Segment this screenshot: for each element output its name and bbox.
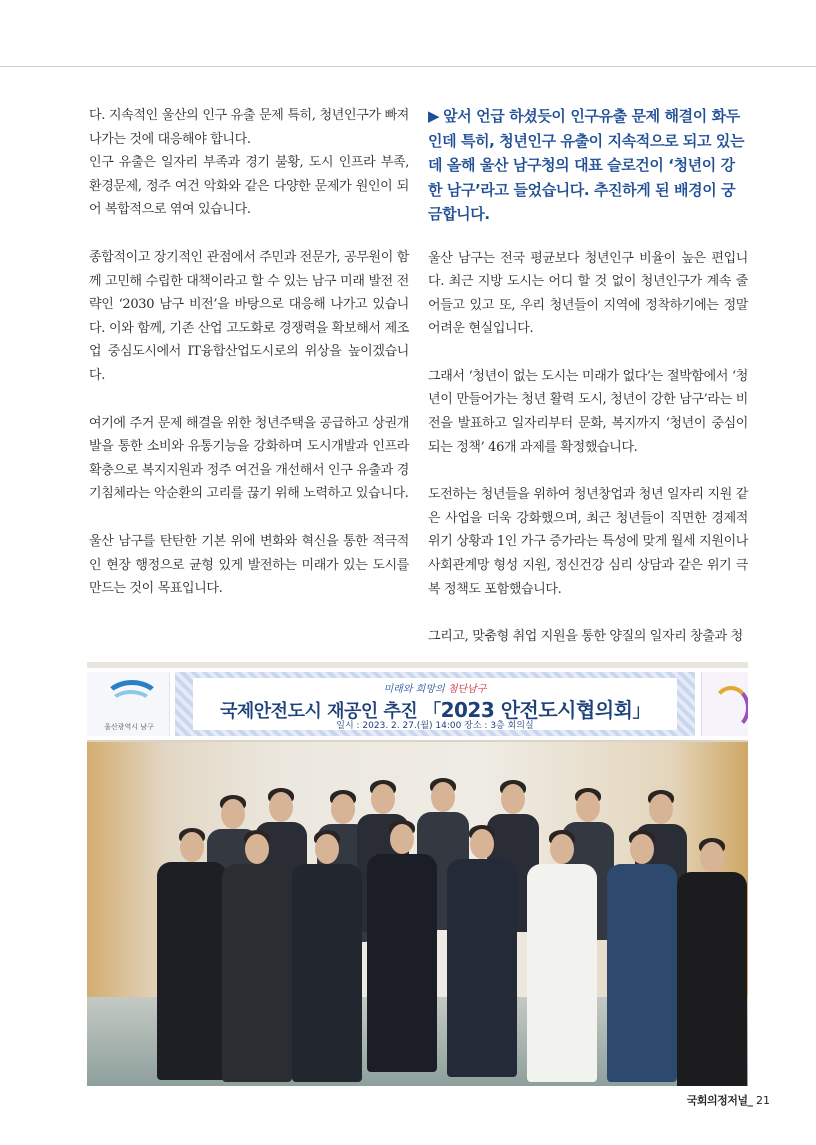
person-silhouette <box>292 832 362 1082</box>
person-silhouette <box>157 830 227 1080</box>
person-silhouette <box>527 832 597 1082</box>
emblem-icon <box>712 686 748 730</box>
left-paragraph-2: 인구 유출은 일자리 부족과 경기 불황, 도시 인프라 부족, 환경문제, 정주 여건 악화와 같은 다양한 문제가 원인이 되어 복합적으로 엮여 있습니다. <box>89 155 409 218</box>
person-silhouette <box>367 822 437 1072</box>
left-column <box>89 104 409 601</box>
triangle-marker-icon: ▶ <box>428 107 440 125</box>
top-rule <box>0 66 816 67</box>
right-paragraph-3: 도전하는 청년들을 위하여 청년창업과 청년 일자리 지원 같은 사업을 더욱 강화했으며, 최근 청년들이 직면한 경제적 위기 상황과 1인 가구 증가라는 특성에 맞게 월세 지원이나 사회관계망 형성 지원, 정신건강 심리 상담과 같은 위기 극복 정책도 포함했습니다. <box>428 487 748 597</box>
footer-brand: 국회의정저널_ <box>686 1094 753 1107</box>
district-logo <box>87 672 170 736</box>
right-paragraph-1: 울산 남구는 전국 평균보다 청년인구 비율이 높은 편입니다. 최근 지방 도시는 어디 할 것 없이 청년인구가 계속 줄어들고 있고 또, 우리 청년들이 지역에 정착하기에는 정말 어려운 현실입니다. <box>428 250 748 337</box>
person-silhouette <box>607 832 677 1082</box>
logo-text: 울산광역시 남구 <box>104 723 154 731</box>
banner-subtitle: 일시 : 2023. 2. 27.(월) 14:00 장소 : 3층 회의실 <box>336 721 534 731</box>
left-paragraph-5: 울산 남구를 탄탄한 기본 위에 변화와 혁신을 통한 적극적인 현장 행정으로 균형 있게 발전하는 미래가 있는 도시를 만드는 것이 목표입니다. <box>89 533 409 597</box>
person-silhouette <box>222 832 292 1082</box>
interview-question <box>428 104 748 227</box>
page-footer <box>660 1092 770 1108</box>
page-number: 21 <box>756 1094 770 1107</box>
left-paragraph-4: 여기에 주거 문제 해결을 위한 청년주택을 공급하고 상권개발을 통한 소비와 유통기능을 강화하며 도시개발과 인프라 확충으로 복지지원과 정주 여건을 개선해서 인구 유출과 경기침체라는 악순환의 고리를 끊기 위해 노력하고 있습니다. <box>89 415 409 502</box>
event-banner <box>87 668 748 740</box>
right-paragraph-4: 그리고, 맞춤형 취업 지원을 통한 양질의 일자리 창출과 청 <box>428 629 743 645</box>
group-photo <box>87 662 748 1086</box>
left-paragraph-3: 종합적이고 장기적인 관점에서 주민과 전문가, 공무원이 함께 고민해 수립한 대책이라고 할 수 있는 남구 미래 발전 전략인 ‘2030 남구 비전’을 바탕으로 대응해 나가고 있습니다. 이와 함께, 기존 산업 고도화로 경쟁력을 확보해서 제조업 중심도시에서 IT융합산업도시로의 위상을 높이겠습니다. <box>89 249 409 383</box>
banner-title: 국제안전도시 재공인 추진 「2023 안전도시협의회」 <box>220 698 650 722</box>
person-silhouette <box>447 827 517 1077</box>
question-text: 앞서 언급 하셨듯이 인구유출 문제 해결이 화두인데 특히, 청년인구 유출이 지속적으로 되고 있는데 올해 울산 남구청의 대표 슬로건이 ‘청년이 강한 남구’라고 들었습니다. 추진하게 된 배경이 궁금합니다. <box>428 107 745 223</box>
person-silhouette <box>677 840 747 1086</box>
right-paragraph-2: 그래서 ‘청년이 없는 도시는 미래가 없다’는 절박함에서 ‘청년이 만들어가는 청년 활력 도시, 청년이 강한 남구’라는 비전을 발표하고 일자리부터 문화, 복지까지 ‘청년이 중심이 되는 정책’ 46개 과제를 확정했습니다. <box>428 368 748 455</box>
left-paragraph-1: 다. 지속적인 울산의 인구 유출 문제 특히, 청년인구가 빠져나가는 것에 대응해야 합니다. <box>89 108 409 147</box>
banner-right-logo <box>701 672 748 736</box>
banner-slogan: 미래와 희망의 첨단남구 <box>383 684 487 695</box>
banner-main-panel <box>175 672 695 736</box>
right-column <box>428 104 748 649</box>
